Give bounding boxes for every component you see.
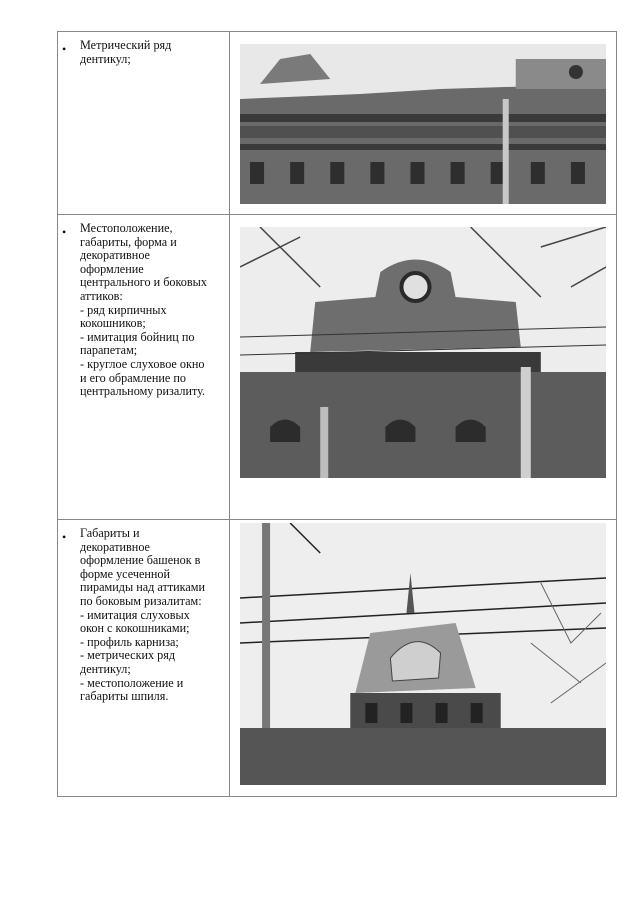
table-row	[58, 215, 616, 520]
attic-photo	[240, 227, 606, 478]
cornice-photo	[240, 44, 606, 204]
document-table	[57, 31, 617, 797]
description-text: Габариты и декоративное оформление башенок в форме усеченной пирамиды над аттиками по боковым ризалитам: - имитация слуховых окон с кокошниками; - профиль карниза; - метрических ряд дентикул; - местоположение и габариты шпиля.	[80, 526, 206, 704]
turret-photo	[240, 523, 606, 785]
description-cell	[58, 32, 230, 214]
photo-cell	[230, 215, 616, 519]
description-cell	[58, 215, 230, 519]
photo-cell	[230, 520, 616, 796]
table-row	[58, 32, 616, 215]
bullet: •	[62, 225, 67, 239]
table-row	[58, 520, 616, 796]
description-text: Метрический ряд дентикул;	[80, 38, 172, 66]
bullet: •	[62, 42, 67, 56]
description-text: Местоположение, габариты, форма и декоративное оформление центрального и боковых аттиков: - ряд кирпичных кокошников; - имитация бойниц по парапетам; - круглое слуховое окно и его обрамление по центральному ризалиту.	[80, 221, 207, 399]
description-cell	[58, 520, 230, 796]
bullet: •	[62, 530, 67, 544]
photo-cell	[230, 32, 616, 214]
